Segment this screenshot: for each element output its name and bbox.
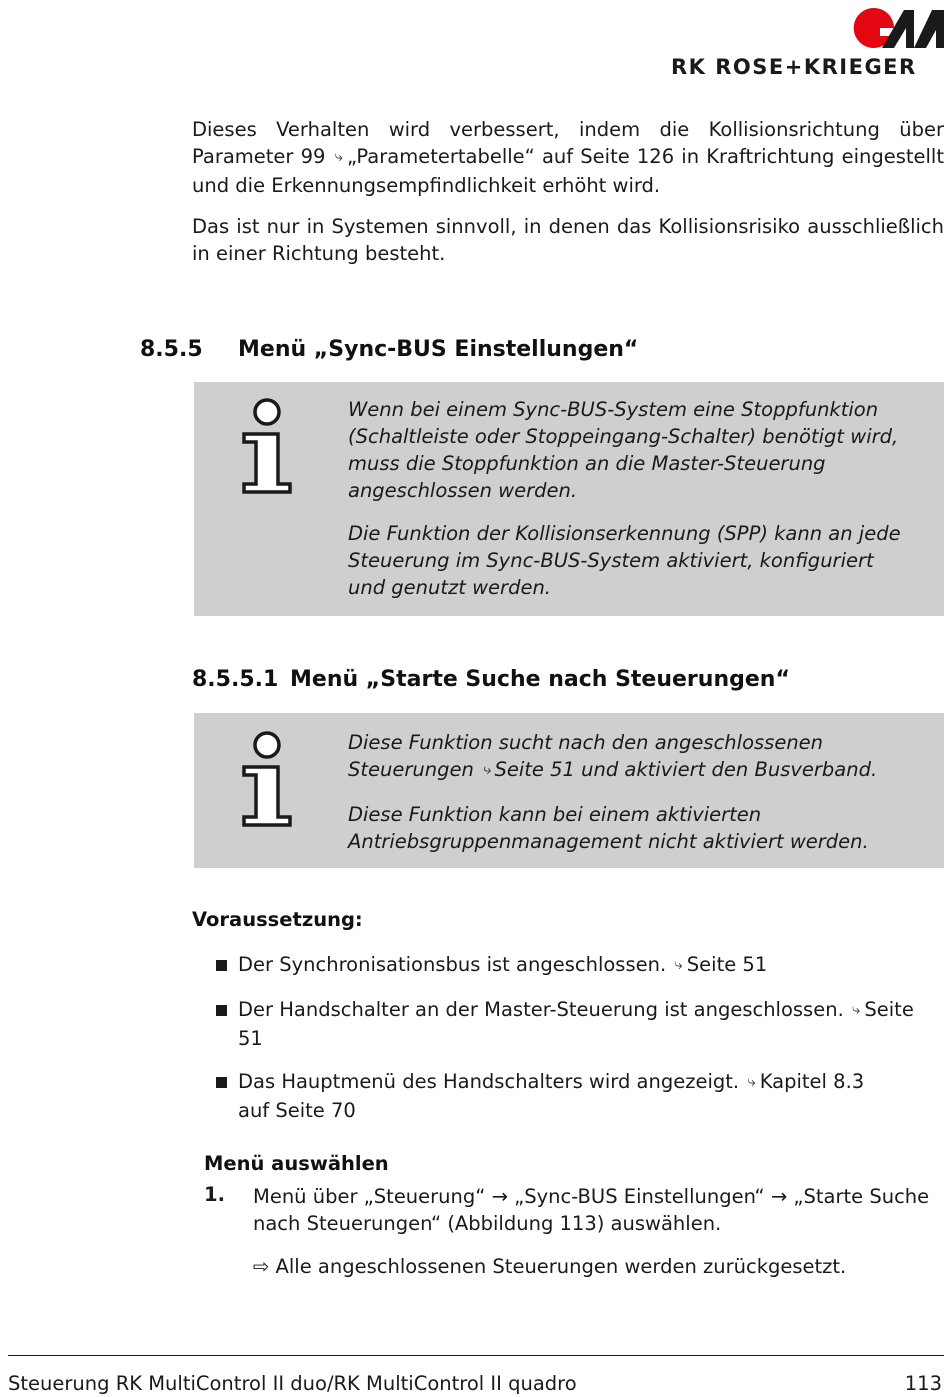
section-heading-8551: 8.5.5.1 Menü „Starte Suche nach Steuerungen“ — [192, 667, 790, 692]
info-box-search — [194, 713, 944, 868]
reference-arrow-icon: ⤷ — [747, 1072, 756, 1090]
info-text-search-1: Diese Funktion sucht nach den angeschlossenen Steuerungen ⤷ Seite 51 und aktiviert den Busverband. — [348, 731, 878, 781]
page-reference-link[interactable]: Seite 51 — [238, 998, 914, 1050]
info-box-sync-bus — [194, 382, 944, 616]
step-result: ⇨ Alle angeschlossenen Steuerungen werden zurückgesetzt. — [253, 1255, 847, 1278]
result-arrow-icon: ⇨ — [253, 1255, 270, 1278]
reference-arrow-icon: ⤷ — [482, 760, 491, 778]
list-item: Der Synchronisationsbus ist angeschlossen. ⤷ Seite 51 — [192, 951, 944, 980]
reference-arrow-icon: ⤷ — [334, 147, 344, 165]
list-item: Der Handschalter an der Master-Steuerung ist angeschlossen. ⤷ Seite 51 — [192, 996, 944, 1052]
reference-arrow-icon: ⤷ — [674, 955, 683, 973]
step-text: Menü über „Steuerung“ → „Sync-BUS Einstellungen“ → „Starte Suche nach Steuerungen“ (Abbildung 113) auswählen. — [253, 1185, 930, 1235]
section-heading-855: 8.5.5 Menü „Sync-BUS Einstellungen“ — [140, 337, 639, 362]
intro-paragraph-1: Dieses Verhalten wird verbessert, indem die Kollisionsrichtung über Parameter 99 ⤷ „Parametertabelle“ auf Seite 126 in Kraftrichtung eingestellt und die Erkennungsempfindlichkeit erhöht wird. — [192, 118, 944, 197]
footer-page-number: 113 — [904, 1372, 942, 1395]
info-icon — [238, 729, 298, 829]
bullet-square-icon — [216, 1077, 227, 1088]
info-text-2: Die Funktion der Kollisionserkennung (SPP) kann an jede Steuerung im Sync-BUS-System aktiviert, konfiguriert und genutzt werden. — [348, 522, 901, 599]
bullet-square-icon — [216, 1005, 227, 1016]
info-text-search-2: Diese Funktion kann bei einem aktivierten Antriebsgruppenmanagement nicht aktiviert werden. — [348, 803, 869, 853]
chapter-reference-link[interactable]: Kapitel 8.3 — [759, 1070, 865, 1093]
bullet-square-icon — [216, 960, 227, 971]
footer-document-title: Steuerung RK MultiControl II duo/RK MultiControl II quadro — [8, 1372, 577, 1395]
footer-divider — [8, 1355, 944, 1356]
step-number: 1. — [204, 1183, 225, 1206]
intro-paragraph-2: Das ist nur in Systemen sinnvoll, in denen das Kollisionsrisiko ausschließlich in einer Richtung besteht. — [192, 215, 944, 265]
menu-select-label: Menü auswählen — [204, 1152, 389, 1175]
rose-krieger-logo-icon — [852, 6, 944, 50]
page-reference-link[interactable]: auf Seite 70 — [238, 1099, 356, 1122]
info-text-1: Wenn bei einem Sync-BUS-System eine Stoppfunktion (Schaltleiste oder Stoppeingang-Schalter) benötigt wird, muss die Stoppfunktion an die Master-Steuerung angeschlossen werden. — [348, 398, 899, 502]
page-reference-link[interactable]: Seite 51 — [686, 953, 768, 976]
brand-wordmark: RK ROSE+KRIEGER — [671, 55, 917, 79]
prerequisite-label: Voraussetzung: — [192, 908, 363, 931]
reference-arrow-icon: ⤷ — [851, 1000, 861, 1018]
info-icon — [238, 396, 298, 496]
list-item: Das Hauptmenü des Handschalters wird angezeigt. ⤷ Kapitel 8.3 auf Seite 70 — [192, 1068, 944, 1124]
prerequisite-list — [192, 951, 944, 1140]
